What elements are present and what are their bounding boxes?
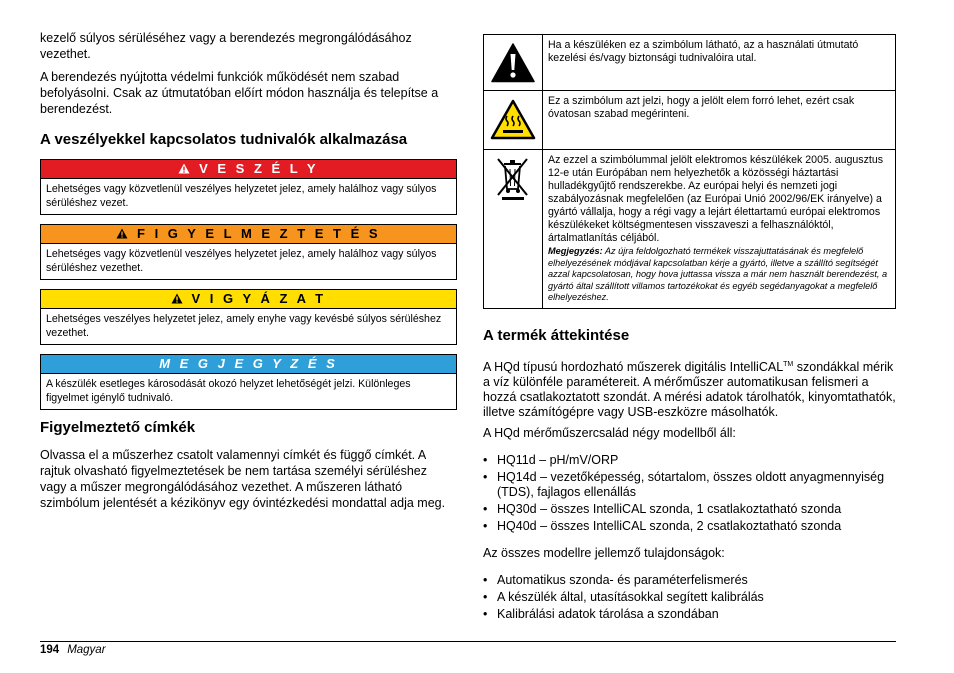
notice-label: M E G J E G Y Z É S: [159, 356, 338, 371]
left-column: [40, 30, 455, 511]
symbol-icon-cell: [484, 35, 543, 91]
notice-header: [41, 355, 456, 374]
symbol-row: [484, 150, 896, 309]
list-item: • HQ14d – vezetőképesség, sótartalom, összes oldott anyagmennyiség (TDS), fajlagos ellenállás: [483, 470, 896, 500]
danger-text: Lehetséges vagy közvetlenül veszélyes helyzetet jelez, amely halálhoz vagy súlyos sérüléshez vezet.: [46, 183, 437, 209]
warning-labels-paragraph: Olvassa el a műszerhez csatolt valamennyi címkét és függő címkét. A rajtuk olvasható figyelmeztetések be nem tartása személyi sérüléshez vagy a műszer megrongálódásához vezethet. A műszeren látható szimbólum jelentését a kézikönyv egy óvintézkedési mondattal adja meg.: [40, 448, 446, 510]
recycling-note: [548, 246, 890, 304]
page-footer: [40, 643, 106, 657]
caution-box: [40, 289, 457, 345]
symbol-description: Ez a szimbólum azt jelzi, hogy a jelölt elem forró lehet, ezért csak óvatosan szabad megérinteni.: [543, 91, 896, 150]
list-item: • Kalibrálási adatok tárolása a szondában: [483, 607, 896, 622]
warning-labels-heading: Figyelmeztető címkék: [40, 419, 196, 436]
overview-text-2: szondákkal mérik a víz különféle paramétereit. A mérőműszer automatikusan felismeri a hozzá csatlakoztatott szondát. A mérési adatok tárolhatók, kinyomtathatók, illetve számítógépre vagy USB-eszközre másolhatók.: [483, 359, 896, 419]
weee-crossed-bin-icon: [493, 155, 533, 203]
models-intro: A HQd mérőműszercsalád négy modellből áll:: [483, 425, 736, 440]
intro-paragraph-2: A berendezés nyújtotta védelmi funkciók működését nem szabad befolyásolni. Csak az útmutatóban előírt módon használja és telepítse a berendezést.: [40, 70, 439, 116]
intro-paragraph-1: kezelő súlyos sérüléséhez vagy a berendezés megrongálódásához vezethet.: [40, 31, 412, 61]
warning-text: Lehetséges vagy közvetlenül veszélyes helyzetet jelez, amely halálhoz vagy súlyos sérüléshez vezethet.: [46, 248, 437, 274]
warning-triangle-icon: [171, 293, 183, 304]
symbol-icon-cell: [484, 91, 543, 150]
page-number: 194: [40, 644, 60, 656]
right-column: [483, 34, 896, 624]
overview-text-1: A HQd típusú hordozható műszerek digitális IntelliCAL: [483, 359, 784, 374]
note-label: Megjegyzés:: [548, 246, 603, 256]
warning-triangle-icon: [178, 163, 190, 174]
caution-label: V I G Y Á Z A T: [191, 291, 327, 306]
warning-header: [41, 225, 456, 244]
symbol-description-cell: [543, 150, 896, 309]
hot-surface-icon: [490, 99, 536, 141]
list-item: • HQ11d – pH/mV/ORP: [483, 453, 896, 468]
trademark-mark: TM: [783, 360, 794, 368]
note-text: Az újra feldolgozható termékek visszajuttatásának és megfelelő elhelyezésének módjával kapcsolatban kérje a gyártó, illetve a szállító segítségét azzal kapcsolatosan, hogy hova juttassa vissza a már nem használt berendezést, a gyártó által szállított villamos tartozékokat és egyéb segédanyagokat a megfelelő elhelyezéshez.: [548, 246, 888, 302]
list-item: • A készülék által, utasításokkal segített kalibrálás: [483, 590, 896, 605]
list-item: • Automatikus szonda- és paraméterfelismerés: [483, 573, 896, 588]
danger-label: V E S Z É L Y: [199, 161, 319, 176]
footer-divider: [40, 641, 896, 642]
notice-box: [40, 354, 457, 410]
product-overview-paragraph: [483, 357, 896, 420]
symbols-table: [483, 34, 896, 309]
notice-text: A készülék esetleges károsodását okozó helyzet lehetőségét jelzi. Különleges figyelmet igénylő tudnivaló.: [46, 378, 411, 404]
hazard-info-heading: A veszélyekkel kapcsolatos tudnivalók alkalmazása: [40, 131, 408, 148]
models-list: [483, 453, 896, 534]
footer-language: Magyar: [67, 644, 106, 656]
symbol-description: Az ezzel a szimbólummal jelölt elektromos készülékek 2005. augusztus 12-e után Európában nem helyezhetők a közösségi háztartási hulladékgyűjtő rendszerekbe. Az európai helyi és nemzeti jogi szabályozásnak megfelelően (az Európai Unió 2002/96/EK irányelve) a gyártó vállalja, hogy a régi vagy a lejárt élettartamú európai elektromos készülékeket költségmentesen visszaveszi a felhasználóktól, ártalmatlanítás céljából.: [548, 154, 884, 244]
danger-header: [41, 160, 456, 179]
symbol-icon-cell: [484, 150, 543, 309]
symbol-description: Ha a készüléken ez a szimbólum látható, az a használati útmutató kezelési és/vagy biztonsági tudnivalóira utal.: [543, 35, 896, 91]
warning-label: F I G Y E L M E Z T E T É S: [137, 226, 381, 241]
features-list: [483, 573, 896, 622]
general-warning-icon: [491, 43, 535, 83]
list-item: • HQ40d – összes IntelliCAL szonda, 2 csatlakoztatható szonda: [483, 519, 896, 534]
list-item: • HQ30d – összes IntelliCAL szonda, 1 csatlakoztatható szonda: [483, 502, 896, 517]
warning-box: [40, 224, 457, 280]
danger-box: [40, 159, 457, 215]
symbol-row: [484, 35, 896, 91]
features-intro: Az összes modellre jellemző tulajdonságok:: [483, 545, 725, 560]
product-overview-heading: A termék áttekintése: [483, 326, 630, 344]
symbol-row: [484, 91, 896, 150]
warning-triangle-icon: [116, 228, 128, 239]
caution-header: [41, 290, 456, 309]
caution-text: Lehetséges veszélyes helyzetet jelez, amely enyhe vagy kevésbé súlyos sérüléshez vezethet.: [46, 313, 442, 339]
